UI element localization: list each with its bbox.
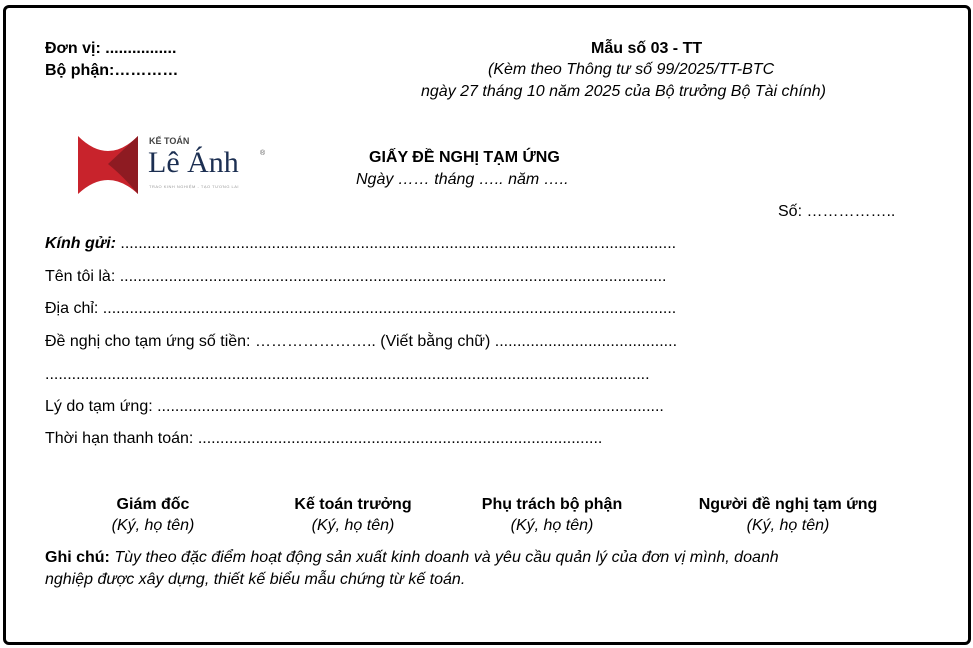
bo-phan: Bộ phận:………… (45, 62, 179, 79)
document-date: Ngày …… tháng ….. năm ….. (356, 171, 569, 188)
logo-top-text: KẾ TOÁN (149, 136, 190, 146)
kinh-gui-dots: ............................................................................................................................. (115, 235, 677, 252)
company-logo (78, 134, 278, 200)
field-ly-do: Lý do tạm ứng: .................................................................................................................. (45, 398, 664, 415)
note-label: Ghi chú: (45, 549, 110, 566)
form-number: Mẫu số 03 - TT (591, 40, 703, 57)
document-number: Số: …………….. (778, 203, 896, 220)
note (45, 549, 779, 567)
field-thoi-han: Thời hạn thanh toán: ........................................................................................... (45, 430, 603, 447)
circular-date: ngày 27 tháng 10 năm 2025 của Bộ trưởng Bộ Tài chính) (421, 83, 826, 100)
field-dia-chi: Địa chỉ: ................................................................................................................................. (45, 300, 677, 317)
signature-nguoi-de-nghi: Người đề nghị tạm ứng (Ký, họ tên) (698, 496, 878, 534)
signature-ke-toan-truong: Kế toán trưởng (Ký, họ tên) (294, 496, 412, 534)
field-so-tien: Đề nghị cho tạm ứng số tiền: ………………….. (Viết bằng chữ) ......................................... (45, 333, 678, 350)
field-dots: ........................................................................................................................................ (45, 366, 650, 383)
note-text: Tùy theo đặc điểm hoạt động sản xuất kinh doanh và yêu cầu quản lý của đơn vị mình, doanh (109, 549, 779, 566)
circular-ref: (Kèm theo Thông tư số 99/2025/TT-BTC (488, 61, 775, 78)
document-title: GIẤY ĐỀ NGHỊ TẠM ỨNG (369, 149, 560, 166)
field-kinh-gui (45, 235, 676, 253)
note-text-2: nghiệp được xây dựng, thiết kế biểu mẫu chứng từ kế toán. (45, 571, 466, 588)
logo-tagline: TRAO KINH NGHIỆM - TẠO TƯƠNG LAI (149, 184, 240, 189)
kinh-gui-label: Kính gửi: (45, 235, 116, 252)
logo-reg: ® (260, 150, 266, 157)
logo-mark-icon (78, 136, 140, 196)
signature-phu-trach: Phụ trách bộ phận (Ký, họ tên) (481, 496, 623, 534)
don-vi: Đơn vị: ................ (45, 40, 177, 57)
signature-giam-doc: Giám đốc (Ký, họ tên) (111, 496, 195, 534)
field-ten: Tên tôi là: ........................................................................................................................... (45, 268, 667, 285)
logo-name: Lê Ánh (148, 146, 239, 179)
